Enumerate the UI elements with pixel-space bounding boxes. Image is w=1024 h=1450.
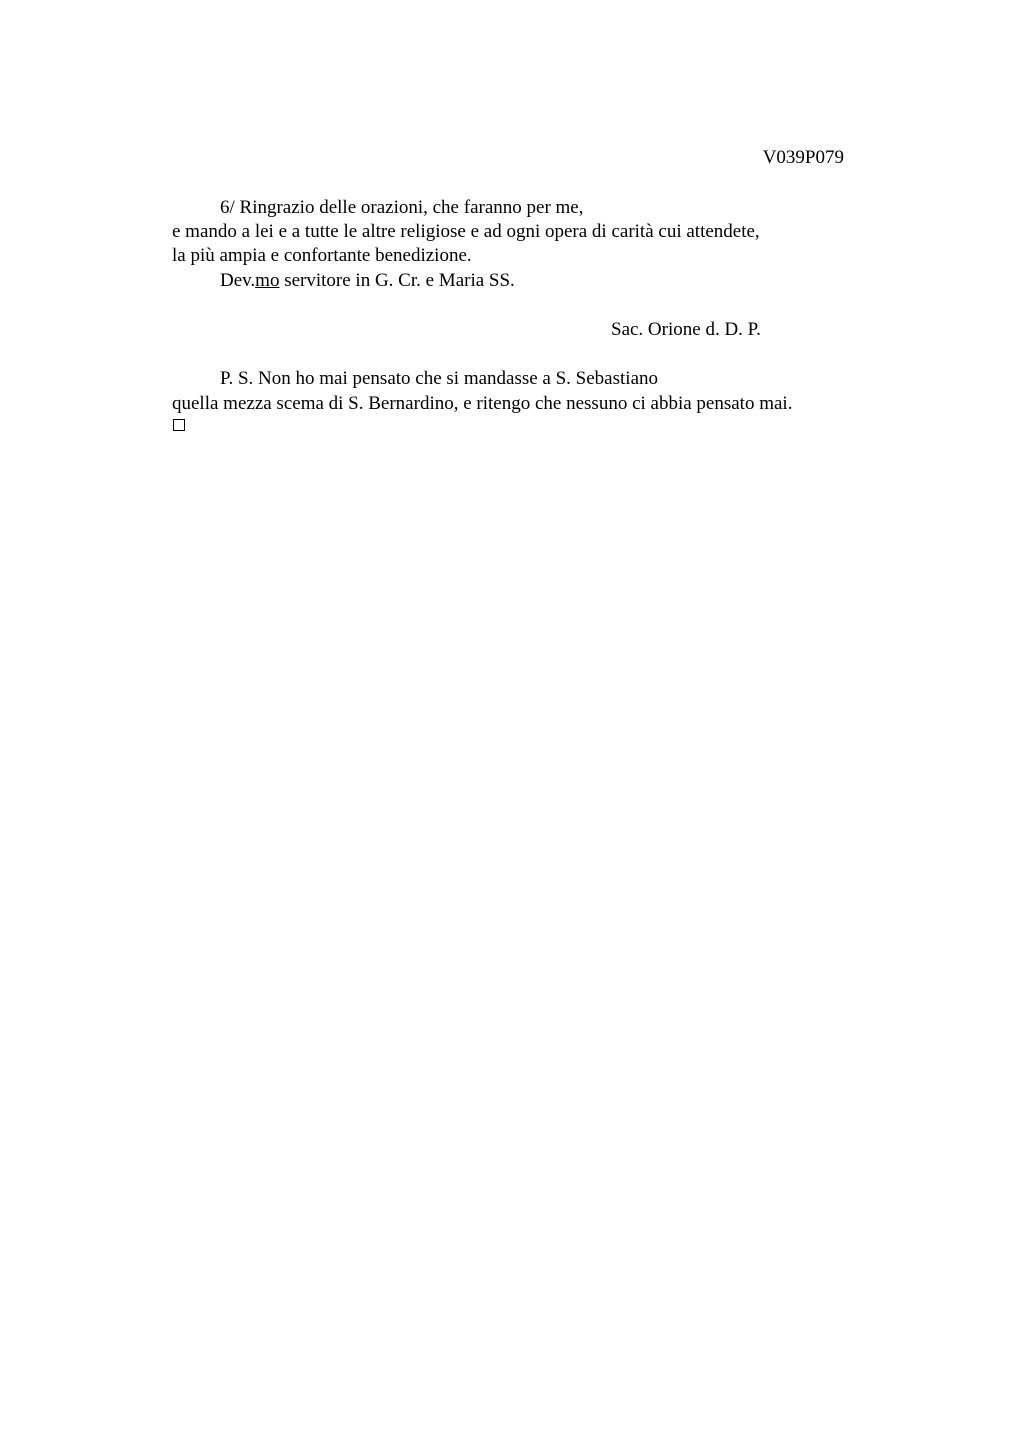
letter-line-3: la più ampia e confortante benedizione. bbox=[172, 245, 472, 266]
postscript-line-2: quella mezza scema di S. Bernardino, e ritengo che nessuno ci abbia pensato mai. bbox=[172, 393, 793, 414]
closing-rest: servitore in G. Cr. e Maria SS. bbox=[279, 270, 515, 291]
closing-line bbox=[220, 269, 515, 293]
signature: Sac. Orione d. D. P. bbox=[611, 319, 761, 340]
closing-abbreviation: mo bbox=[255, 270, 280, 291]
closing-prefix: Dev. bbox=[220, 270, 256, 291]
letter-line-1: 6/ Ringrazio delle orazioni, che faranno per me, bbox=[220, 197, 584, 218]
empty-square-icon bbox=[173, 419, 185, 431]
letter-line-2: e mando a lei e a tutte le altre religiose e ad ogni opera di carità cui attendete, bbox=[172, 221, 760, 242]
postscript-line-1: P. S. Non ho mai pensato che si mandasse a S. Sebastiano bbox=[220, 368, 659, 389]
page-reference: V039P079 bbox=[762, 147, 844, 168]
